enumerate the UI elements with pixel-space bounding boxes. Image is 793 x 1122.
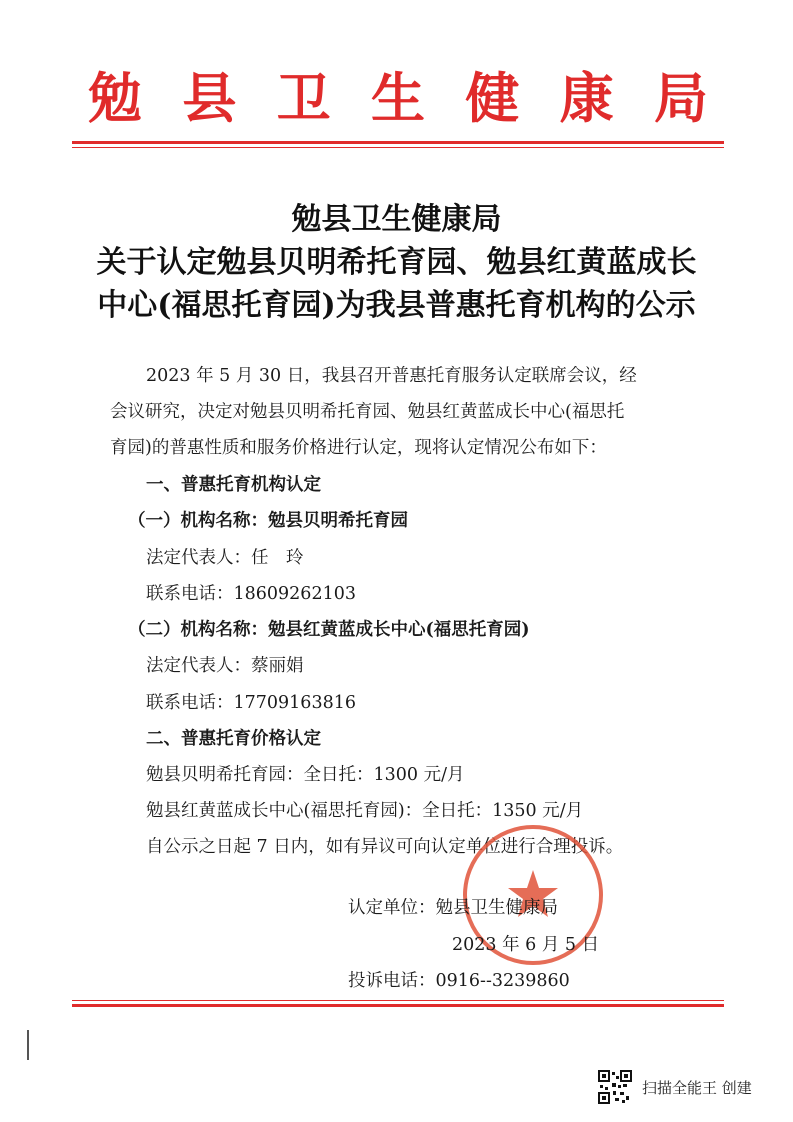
objection-notice: 自公示之日起 7 日内，如有异议可向认定单位进行合理投诉。 <box>146 837 624 857</box>
letterhead-divider-thin <box>72 147 724 148</box>
org-name: （二）机构名称：勉县红黄蓝成长中心(福思托育园) <box>128 620 530 640</box>
section-heading: 一、普惠托育机构认定 <box>146 475 321 495</box>
scan-edge-mark <box>27 1030 29 1060</box>
scanner-watermark-label: 扫描全能王 创建 <box>642 1078 752 1097</box>
footer-divider <box>72 1004 724 1007</box>
letterhead-char: 卫 <box>276 66 331 130</box>
document-title <box>60 198 733 327</box>
scanner-watermark <box>598 1069 752 1105</box>
issue-date: 2023 年 6 月 5 日 <box>452 935 600 955</box>
title-line: 关于认定勉县贝明希托育园、勉县红黄蓝成长 <box>96 245 697 280</box>
footer-divider-thin <box>72 1000 724 1001</box>
letterhead <box>88 66 708 130</box>
intro-line: 会议研究，决定对勉县贝明希托育园、勉县红黄蓝成长中心(福思托 <box>110 402 625 422</box>
letterhead-char: 生 <box>370 66 425 130</box>
intro-line: 育园)的普惠性质和服务价格进行认定，现将认定情况公布如下： <box>110 438 607 458</box>
title-line: 勉县卫生健康局 <box>291 202 502 237</box>
price-item: 勉县贝明希托育园：全日托：1300 元/月 <box>146 765 465 785</box>
letterhead-char: 康 <box>559 66 614 130</box>
letterhead-char: 勉 <box>88 66 142 130</box>
legal-representative: 法定代表人：任 玲 <box>146 548 304 568</box>
contact-phone: 联系电话：17709163816 <box>146 693 356 713</box>
contact-phone: 联系电话：18609262103 <box>146 584 356 604</box>
qr-code-icon <box>598 1070 632 1104</box>
org-name: （一）机构名称：勉县贝明希托育园 <box>128 511 408 531</box>
letterhead-divider <box>72 141 724 144</box>
price-item: 勉县红黄蓝成长中心(福思托育园)：全日托：1350 元/月 <box>146 801 584 821</box>
issuing-unit: 认定单位：勉县卫生健康局 <box>348 898 558 918</box>
intro-line: 2023 年 5 月 30 日，我县召开普惠托育服务认定联席会议，经 <box>146 366 637 386</box>
letterhead-char: 健 <box>465 66 520 130</box>
section-heading: 二、普惠托育价格认定 <box>146 729 321 749</box>
letterhead-char: 县 <box>182 66 237 130</box>
complaint-phone: 投诉电话：0916--3239860 <box>348 971 570 991</box>
title-line: 中心(福思托育园)为我县普惠托育机构的公示 <box>97 288 696 323</box>
letterhead-char: 局 <box>653 66 708 130</box>
legal-representative: 法定代表人：蔡丽娟 <box>146 656 304 676</box>
